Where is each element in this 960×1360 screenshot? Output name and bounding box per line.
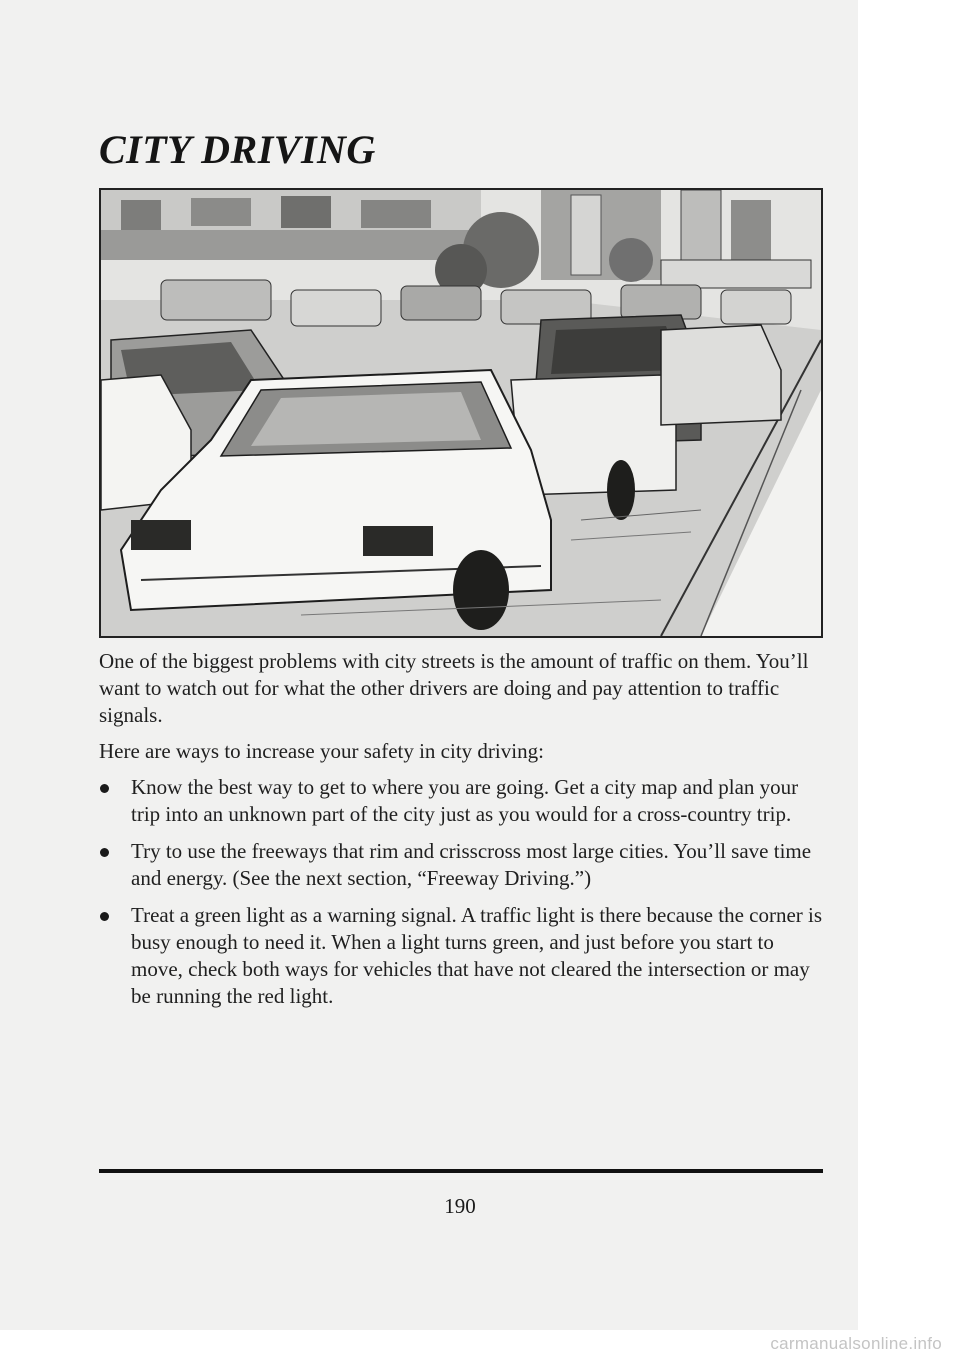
list-intro: Here are ways to increase your safety in city driving: [99,739,544,763]
city-traffic-illustration [99,188,823,638]
watermark: carmanualsonline.info [770,1334,942,1353]
list-item-text: Try to use the freeways that rim and crisscross most large cities. You’ll save time and energy. (See the next section, “Freeway Driving.”) [131,839,812,890]
list-item-text: Know the best way to get to where you are going. Get a city map and plan your trip into an unknown part of the city just as you would for a cross-country trip. [131,775,799,826]
intro-paragraph: One of the biggest problems with city streets is the amount of traffic on them. You’ll want to watch out for what the other drivers are doing and pay attention to traffic signals. [99,649,809,727]
page-title: CITY DRIVING [99,127,376,172]
body-text [99,648,829,1020]
safety-tips-list [99,774,829,1010]
list-item-text: Treat a green light as a warning signal. A traffic light is there because the corner is busy enough to need it. When a light turns green, and just before you start to move, check both ways for vehicles that have not cleared the intersection or may be running the red light. [131,903,823,1008]
list-item [99,774,829,828]
bullet-icon [100,912,109,921]
bullet-icon [100,848,109,857]
bullet-icon [100,784,109,793]
list-item [99,902,829,1010]
list-item [99,838,829,892]
footer-divider [99,1169,823,1173]
page-number: 190 [444,1194,476,1218]
